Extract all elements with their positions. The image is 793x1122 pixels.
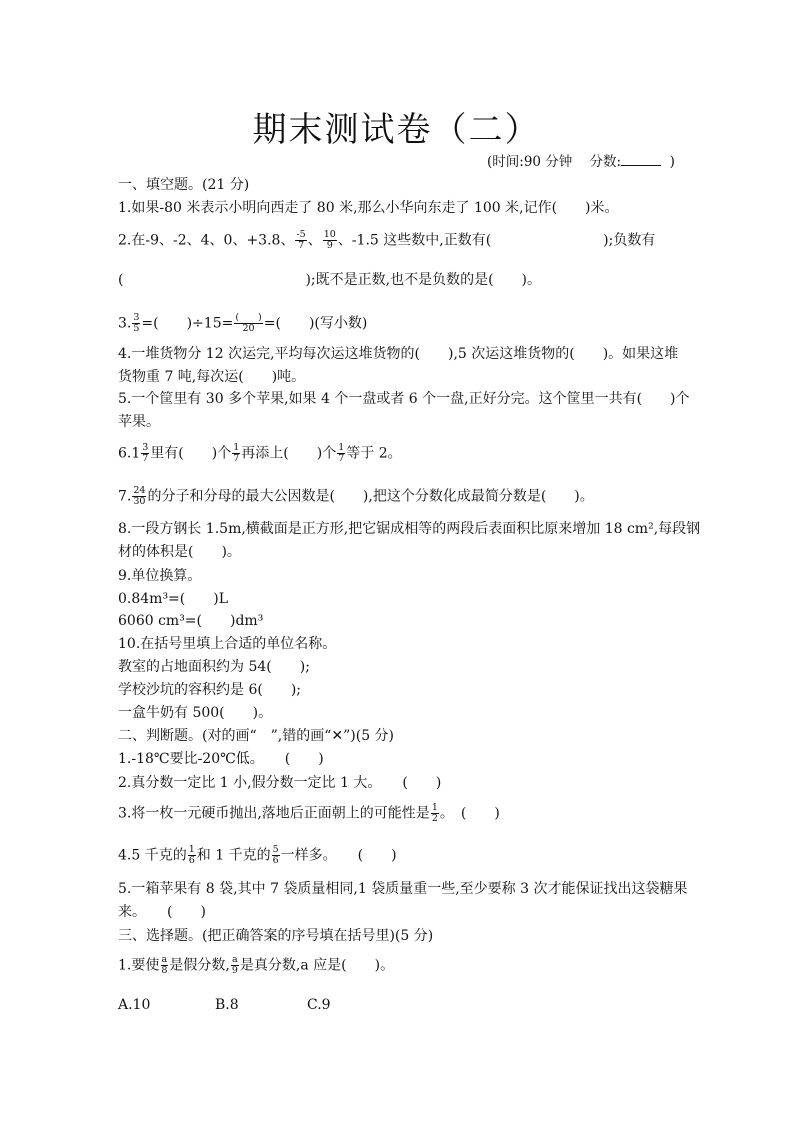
score-blank — [621, 153, 661, 166]
j3-text-a: 3.将一枚一元硬币抛出,落地后正面朝上的可能性是 — [118, 805, 430, 822]
numerator: 1 — [431, 802, 438, 813]
question-9b: 6060 cm³=( )dm³ — [118, 613, 264, 629]
question-2-cont: ( );既不是正数,也不是负数的是( )。 — [118, 272, 542, 288]
numerator: a — [161, 954, 168, 965]
time-label: (时间:90 分钟 — [487, 154, 573, 170]
fraction — [231, 955, 239, 976]
numerator: 3 — [133, 312, 140, 323]
c1-text-b: 是假分数, — [169, 957, 230, 974]
fraction — [295, 230, 306, 251]
judge-3 — [118, 803, 500, 824]
question-10: 10.在括号里填上合适的单位名称。 — [118, 636, 337, 652]
fraction — [431, 803, 439, 824]
denominator: 9 — [326, 240, 333, 251]
choice-option-a: A.10 — [118, 997, 151, 1013]
exam-meta — [487, 150, 675, 170]
fraction — [132, 486, 146, 507]
denominator: 6 — [188, 855, 195, 866]
choice-1 — [118, 955, 394, 976]
question-5-cont: 苹果。 — [118, 414, 160, 430]
denominator: 5 — [133, 323, 140, 334]
numerator: a — [232, 954, 238, 965]
question-10a: 教室的占地面积约为 54( ); — [118, 659, 310, 675]
question-8: 8.一段方钢长 1.5m,横截面是正方形,把它锯成相等的两段后表面积比原来增加 18 cm²,每段钢 — [118, 521, 701, 537]
section-heading-judge: 二、判断题。(对的画“ ”,错的画“✕”)(5 分) — [118, 728, 395, 744]
judge-5: 5.一箱苹果有 8 袋,其中 7 袋质量相同,1 袋质量重一些,至少要称 3 次才能保证找出这袋糖果 — [118, 881, 688, 897]
q3-text-c: =( )(写小数) — [263, 315, 368, 332]
fraction — [323, 230, 337, 251]
question-3 — [118, 313, 367, 334]
q6-text-b: 里有( )个 — [150, 445, 232, 462]
q3-text-a: 3. — [118, 315, 132, 332]
judge-5-cont: 来。 ( ) — [118, 904, 206, 920]
judge-2: 2.真分数一定比 1 小,假分数一定比 1 大。 ( ) — [118, 775, 442, 791]
numerator: 10 — [323, 229, 336, 240]
q6-text-d: 等于 2。 — [346, 445, 402, 462]
question-5: 5.一个筐里有 30 多个苹果,如果 4 个一盘或者 6 个一盘,正好分完。这个筐里一共有( )个 — [118, 391, 690, 407]
numerator: 5 — [272, 844, 279, 855]
q6-text-c: 再添上( )个 — [241, 445, 337, 462]
numerator: ( ) — [235, 312, 262, 323]
j3-text-b: 。 ( ) — [439, 805, 500, 822]
fraction — [272, 845, 280, 866]
section-heading-fill: 一、填空题。(21 分) — [118, 177, 250, 193]
q2-text-b: 、-1.5 这些数中,正数有( );负数有 — [337, 232, 656, 249]
j4-text-a: 4.5 千克的 — [118, 847, 187, 864]
choice-option-c: C.9 — [307, 997, 331, 1013]
fraction — [232, 443, 240, 464]
judge-1: 1.-18℃要比-20℃低。 ( ) — [118, 751, 324, 767]
question-7 — [118, 486, 594, 507]
denominator: 7 — [298, 240, 305, 251]
numerator: -5 — [296, 229, 306, 240]
denominator: 7 — [338, 453, 345, 464]
q2-text-a: 2.在-9、-2、4、0、+3.8、 — [118, 232, 295, 249]
fraction — [337, 443, 345, 464]
question-4-cont: 货物重 7 吨,每次运( )吨。 — [118, 369, 306, 385]
page-title: 期末测试卷（二） — [252, 110, 541, 150]
c1-text-a: 1.要使 — [118, 957, 160, 974]
denominator: 7 — [142, 453, 149, 464]
question-9: 9.单位换算。 — [118, 568, 202, 584]
denominator: 20 — [242, 323, 255, 334]
c1-text-c: 是真分数,a 应是( )。 — [239, 957, 395, 974]
numerator: 24 — [133, 485, 146, 496]
denominator: 30 — [133, 496, 146, 507]
choice-option-b: B.8 — [215, 997, 239, 1013]
numerator: 1 — [188, 844, 195, 855]
q7-text-b: 的分子和分母的最大公因数是( ),把这个分数化成最简分数是( )。 — [147, 488, 594, 505]
meta-close: ) — [669, 154, 675, 170]
denominator: 2 — [431, 813, 438, 824]
question-1: 1.如果-80 米表示小明向西走了 80 米,那么小华向东走了 100 米,记作( )米。 — [118, 200, 619, 216]
fraction — [234, 313, 262, 334]
score-label: 分数: — [589, 154, 622, 170]
numerator: 1 — [338, 442, 345, 453]
q2-sep: 、 — [307, 232, 322, 249]
q6-text-a: 6.1 — [118, 445, 141, 462]
question-9a: 0.84m³=( )L — [118, 591, 229, 607]
numerator: 3 — [142, 442, 149, 453]
section-heading-choice: 三、选择题。(把正确答案的序号填在括号里)(5 分) — [118, 928, 434, 944]
j4-text-b: 和 1 千克的 — [196, 847, 271, 864]
question-10c: 一盒牛奶有 500( )。 — [118, 705, 273, 721]
judge-4 — [118, 845, 397, 866]
question-2 — [118, 230, 655, 251]
q7-text-a: 7. — [118, 488, 132, 505]
question-8-cont: 材的体积是( )。 — [118, 544, 241, 560]
q3-text-b: =( )÷15= — [141, 315, 234, 332]
denominator: 8 — [161, 965, 168, 976]
fraction — [141, 443, 149, 464]
denominator: 6 — [272, 855, 279, 866]
numerator: 1 — [233, 442, 240, 453]
question-6 — [118, 443, 402, 464]
fraction — [188, 845, 196, 866]
denominator: 7 — [233, 453, 240, 464]
fraction — [160, 955, 168, 976]
denominator: 9 — [231, 965, 238, 976]
question-4: 4.一堆货物分 12 次运完,平均每次运这堆货物的( ),5 次运这堆货物的( )。如果这堆 — [118, 346, 679, 362]
question-10b: 学校沙坑的容积约是 6( ); — [118, 682, 301, 698]
j4-text-c: 一样多。 ( ) — [280, 847, 397, 864]
fraction — [132, 313, 140, 334]
